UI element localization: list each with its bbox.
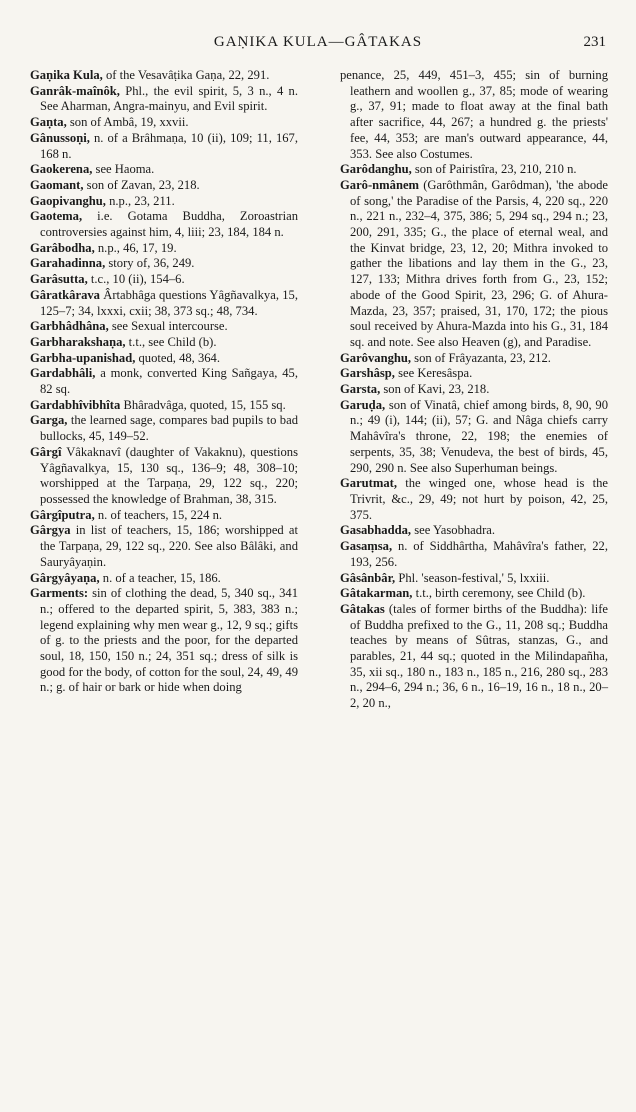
entry-text: see Haoma.	[92, 162, 155, 177]
entry-headword: Garahadinna,	[30, 256, 106, 271]
entry-headword: Gasaṃsa,	[340, 539, 393, 554]
index-entry	[30, 319, 298, 335]
index-entry	[30, 571, 298, 587]
entry-text: see Sexual intercourse.	[108, 319, 228, 334]
entry-text: son of Zavan, 23, 218.	[83, 177, 200, 192]
entry-text: n. of a Brâhmaṇa, 10 (ii), 109; 11, 167, 168 n.	[40, 130, 298, 161]
entry-text: (tales of former births of the Buddha): life of Buddha prefixed to the G., 11, 208 sq.; Buddha teaches by means of Sûtras, stanzas, G., and parables, 21, 44 sq.; quoted in the Milindapañha, 35, xii sq., 180 n., 183 n., 185 n., 216, 280 sq., 283 n., 294–6, 294 n.; 36, 6 n., 16–19, 16 n., 18 n., 20–2, 20 n.,	[350, 601, 608, 711]
index-entry	[30, 398, 298, 414]
entry-text: the learned sage, compares bad pupils to bad bullocks, 45, 149–52.	[40, 413, 298, 444]
entry-headword: Garâbodha,	[30, 240, 95, 255]
entry-headword: Gâratkârava	[30, 287, 100, 302]
index-entry	[340, 382, 608, 398]
entry-text: son of Pairistîra, 23, 210, 210 n.	[411, 162, 577, 177]
index-entry	[30, 162, 298, 178]
entry-text: son of Vinatâ, chief among birds, 8, 90, 90 n.; 49 (i), 144; (ii), 57; G. and Nâga chiefs carry Mahâvîra's throne, 22, 198; the enemies of serpents, 35, 38; Venudeva, the best of birds, 45, 290, 290 n. See also Superhuman beings.	[350, 397, 608, 475]
entry-headword: Gârgîputra,	[30, 507, 95, 522]
entry-text: penance, 25, 449, 451–3, 455; sin of burning leathern and woollen g., 37, 85; mode of wearing g., 37, 91; made to float away at the final bath after sacrifice, 44, 267; a hundred g. the priests' fee, 44, 353; are man's outward appearance, 44, 353. See also Costumes.	[340, 68, 608, 161]
entry-headword: Gârgyâyaṇa,	[30, 570, 100, 585]
entry-text: in list of teachers, 15, 186; worshipped at the Tarpaṇa, 29, 122 sq., 220. See also Bâlâki, and Sauryâyaṇin.	[40, 523, 298, 569]
entry-text: sin of clothing the dead, 5, 340 sq., 341 n.; offered to the departed spirit, 5, 383, 383 n.; legend explaining why men wear g., 12, 9 sq.; gifts of g. to the priests and the poor, for the departed soul, 18, 150, 150 n.; 24, 351 sq.; dress of silk is good for the body, of cotton for the soul, 24, 49, 49 n.; g. of hair or bark or hide when doing	[40, 586, 298, 695]
index-entry	[340, 476, 608, 523]
left-index-column	[30, 68, 298, 696]
entry-headword: Garôvanghu,	[340, 350, 412, 365]
entry-headword: Gasabhadda,	[340, 523, 412, 538]
entry-text: n. of a teacher, 15, 186.	[99, 570, 221, 585]
index-entry	[30, 523, 298, 570]
entry-headword: Gârgî	[30, 444, 62, 459]
running-header	[30, 34, 606, 54]
index-entry	[30, 68, 298, 84]
entry-text: n.p., 23, 211.	[105, 193, 175, 208]
entry-headword: Gaokerena,	[30, 162, 93, 177]
index-entry	[30, 209, 298, 240]
entry-text: story of, 36, 249.	[105, 256, 195, 271]
index-entry	[30, 335, 298, 351]
index-entry	[30, 413, 298, 444]
index-entry	[30, 445, 298, 508]
entry-text: Vâkaknavî (daughter of Vakaknu), questions Yâgñavalkya, 15, 130 sq., 136–9; 48, 308–10; worshipped at the Tarpaṇa, 29, 122 sq., 220; possessed the knowledge of Brahman, 38, 315.	[40, 444, 298, 506]
index-entry	[30, 241, 298, 257]
index-entry	[340, 586, 608, 602]
entry-text: n.p., 46, 17, 19.	[94, 240, 177, 255]
entry-text: Phl., the evil spirit, 5, 3 n., 4 n. See Aharman, Angra-mainyu, and Evil spirit.	[40, 83, 298, 114]
entry-text: t.c., 10 (ii), 154–6.	[87, 272, 185, 287]
index-entry	[340, 366, 608, 382]
index-entry	[30, 366, 298, 397]
entry-headword: Gârgya	[30, 523, 71, 538]
entry-text: the winged one, whose head is the Trivrit, &c., 29, 49; not hurt by poison, 42, 25, 375.	[350, 476, 608, 522]
right-index-column	[340, 68, 608, 712]
entry-headword: Gâsânbâr,	[340, 570, 396, 585]
entry-headword: Garbhâdhâna,	[30, 319, 109, 334]
entry-headword: Garbharakshaṇa,	[30, 334, 126, 349]
index-entry	[30, 194, 298, 210]
entry-headword: Garsta,	[340, 382, 381, 397]
entry-headword: Garutmat,	[340, 476, 398, 491]
entry-text: Ârtabhâga questions Yâgñavalkya, 15, 125–7; 34, lxxxi, cxii; 38, 373 sq.; 48, 734.	[40, 287, 298, 318]
index-entry	[30, 256, 298, 272]
index-entry	[340, 539, 608, 570]
entry-text: i.e. Gotama Buddha, Zoroastrian controversies against him, 4, liii; 23, 184, 184 n.	[40, 209, 298, 240]
entry-text: t.t., see Child (b).	[125, 334, 217, 349]
entry-headword: Gâtakas	[340, 601, 385, 616]
index-entry	[340, 602, 608, 712]
page-number: 231	[583, 34, 606, 50]
running-title: GAṆIKA KULA—GÂTAKAS	[213, 34, 423, 50]
index-entry	[30, 84, 298, 115]
entry-headword: Gânussoṇi,	[30, 130, 90, 145]
entry-text: a monk, converted King Sañgaya, 45, 82 sq.	[40, 366, 298, 397]
entry-headword: Garôdanghu,	[340, 162, 412, 177]
index-entry	[30, 178, 298, 194]
index-entry	[340, 571, 608, 587]
index-entry	[30, 508, 298, 524]
entry-text: n. of Siddhârtha, Mahâvîra's father, 22, 193, 256.	[350, 539, 608, 569]
entry-headword: Garments:	[30, 586, 89, 601]
entry-headword: Gaṇika Kula,	[30, 68, 103, 82]
entry-text: quoted, 48, 364.	[135, 350, 220, 365]
entry-headword: Garga,	[30, 413, 68, 428]
entry-headword: Garuḍa,	[340, 397, 386, 412]
entry-text: son of Frâyazanta, 23, 212.	[411, 350, 551, 365]
entry-text: t.t., birth ceremony, see Child (b).	[412, 586, 586, 601]
entry-headword: Garâsutta,	[30, 272, 88, 287]
index-entry	[340, 68, 608, 162]
entry-text: of the Vesavâṭika Gaṇa, 22, 291.	[102, 68, 270, 82]
index-entry	[30, 351, 298, 367]
entry-headword: Garô-nmânem	[340, 177, 420, 192]
entry-headword: Gaopivanghu,	[30, 193, 106, 208]
entry-headword: Gaotema,	[30, 209, 83, 224]
entry-headword: Gardabhîvibhîta	[30, 397, 121, 412]
entry-headword: Gaomant,	[30, 177, 84, 192]
index-entry	[30, 586, 298, 696]
entry-headword: Gardabhâli,	[30, 366, 96, 381]
index-entry	[30, 288, 298, 319]
entry-text: Phl. 'season-festival,' 5, lxxiii.	[395, 570, 550, 585]
index-entry	[30, 131, 298, 162]
entry-text: son of Ambâ, 19, xxvii.	[66, 115, 189, 130]
entry-headword: Gaṇta,	[30, 115, 67, 130]
index-entry	[340, 351, 608, 367]
index-entry	[340, 523, 608, 539]
entry-text: see Yasobhadra.	[411, 523, 496, 538]
entry-headword: Garbha-upanishad,	[30, 350, 136, 365]
entry-text: see Keresâspa.	[394, 366, 473, 381]
entry-text: n. of teachers, 15, 224 n.	[94, 507, 223, 522]
entry-text: son of Kavi, 23, 218.	[380, 382, 490, 397]
entry-text: (Garôthmân, Garôdman), 'the abode of song,' the Paradise of the Parsis, 4, 220 sq., 220 n., 221 n., 232–4, 375, 386; 5, 294 sq., 294 n.; 23, 200, 291, 335; G., the place of eternal weal, and the Kinvat bridge, 23, 12, 20; Mithra invoked to gather the libations and lay them in the G., 23, 127, 133; Mithra drives forth from G., 23, 152; abode of the Good Spirit, 23, 296; G. of Ahura-Mazda, 23, 357; praised, 31, 170, 172; the pious soul received by Ahura-Mazda into his G., 31, 184 sq. and note. See also Heaven (g), and Paradise.	[350, 177, 608, 349]
index-entry	[30, 115, 298, 131]
entry-text: Bhâradvâga, quoted, 15, 155 sq.	[120, 397, 286, 412]
index-entry	[30, 272, 298, 288]
entry-headword: Gâtakarman,	[340, 586, 413, 601]
index-entry	[340, 162, 608, 178]
index-entry	[340, 178, 608, 351]
entry-headword: Ganrâk-maînôk,	[30, 83, 120, 98]
index-entry	[340, 398, 608, 477]
entry-headword: Garshâsp,	[340, 366, 395, 381]
